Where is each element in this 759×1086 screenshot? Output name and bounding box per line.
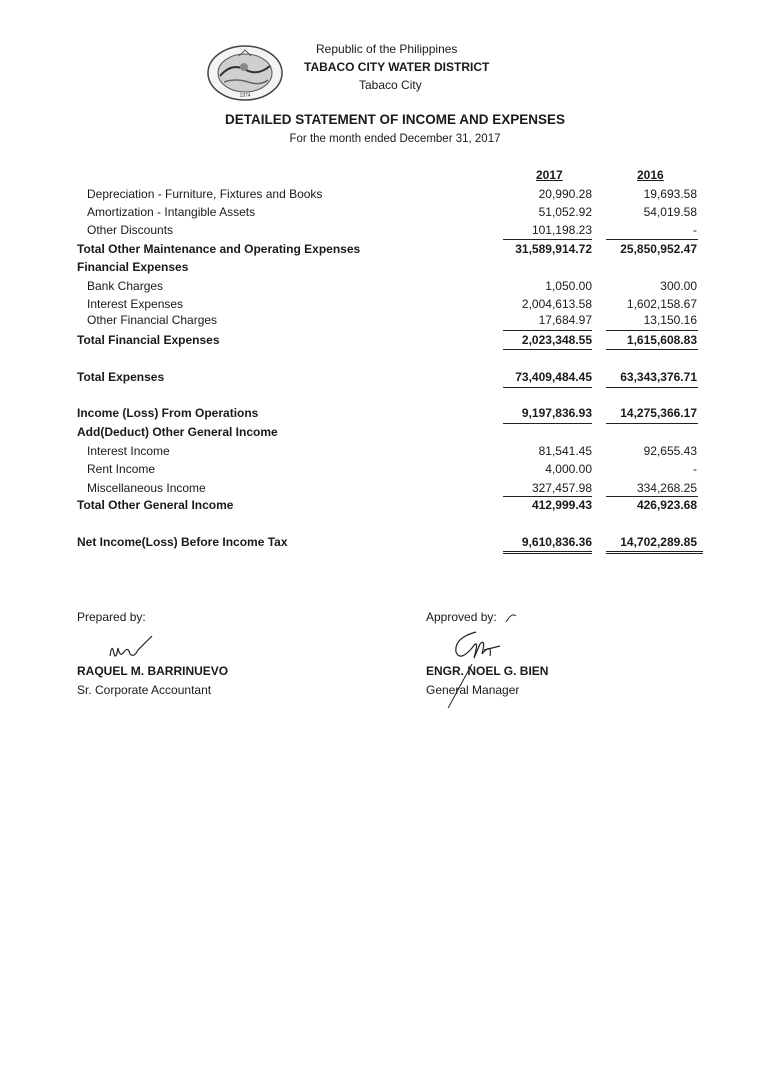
row-label: Other Discounts bbox=[87, 223, 174, 237]
header-district-name: TABACO CITY WATER DISTRICT bbox=[304, 60, 490, 74]
row-label: Total Other Maintenance and Operating Expenses bbox=[77, 242, 361, 256]
table-row-total bbox=[0, 498, 759, 516]
table-row-total bbox=[0, 406, 759, 424]
table-row bbox=[0, 444, 759, 462]
grand-total-double-rule bbox=[606, 551, 703, 554]
row-value-2016: 1,602,158.67 bbox=[626, 297, 697, 311]
header-country-line: Republic of the Philippines bbox=[316, 42, 458, 56]
table-row bbox=[0, 313, 759, 331]
subtotal-rule bbox=[503, 239, 592, 240]
row-value-2016: 1,615,608.83 bbox=[626, 333, 697, 347]
subtotal-rule bbox=[503, 496, 592, 497]
prepared-by-title: Sr. Corporate Accountant bbox=[77, 683, 212, 697]
row-value-2017: 31,589,914.72 bbox=[515, 242, 592, 256]
table-row-total bbox=[0, 370, 759, 388]
row-label: Other Financial Charges bbox=[87, 313, 218, 327]
row-label: Total Expenses bbox=[77, 370, 165, 384]
row-value-2017: 9,197,836.93 bbox=[521, 406, 592, 420]
approved-by-name: ENGR. NOEL G. BIEN bbox=[426, 664, 549, 678]
row-value-2016: 14,275,366.17 bbox=[620, 406, 697, 420]
total-rule bbox=[503, 423, 592, 424]
row-label: Financial Expenses bbox=[77, 260, 189, 274]
row-value-2017: 2,023,348.55 bbox=[521, 333, 592, 347]
row-value-2016: 300.00 bbox=[660, 279, 697, 293]
table-row bbox=[0, 205, 759, 223]
total-rule bbox=[503, 387, 592, 388]
column-header-2017: 2017 bbox=[536, 168, 563, 182]
approved-by-label: Approved by: bbox=[426, 610, 497, 624]
table-row bbox=[0, 187, 759, 205]
row-value-2016: 63,343,376.71 bbox=[620, 370, 697, 384]
row-value-2016: 92,655.43 bbox=[643, 444, 697, 458]
row-value-2017: 20,990.28 bbox=[538, 187, 592, 201]
row-label: Add(Deduct) Other General Income bbox=[77, 425, 278, 439]
subtotal-rule bbox=[606, 239, 698, 240]
row-label: Interest Expenses bbox=[87, 297, 184, 311]
row-label: Total Financial Expenses bbox=[77, 333, 220, 347]
row-value-2016: 334,268.25 bbox=[636, 481, 697, 495]
statement-title: DETAILED STATEMENT OF INCOME AND EXPENSES bbox=[224, 112, 566, 127]
row-value-2016: - bbox=[693, 462, 697, 476]
row-label: Depreciation - Furniture, Fixtures and Books bbox=[87, 187, 323, 201]
table-row bbox=[0, 279, 759, 297]
row-value-2016: 13,150.16 bbox=[643, 313, 697, 327]
water-district-seal-logo bbox=[206, 44, 284, 102]
row-value-2017: 2,004,613.58 bbox=[521, 297, 592, 311]
header-city-line: Tabaco City bbox=[359, 78, 422, 92]
approved-by-title: General Manager bbox=[426, 683, 520, 697]
subtotal-rule bbox=[606, 496, 698, 497]
row-value-2017: 81,541.45 bbox=[538, 444, 592, 458]
total-rule bbox=[606, 423, 698, 424]
row-value-2017: 327,457.98 bbox=[531, 481, 592, 495]
svg-text:1974: 1974 bbox=[239, 93, 251, 99]
row-label: Interest Income bbox=[87, 444, 170, 458]
total-rule bbox=[503, 349, 592, 350]
total-rule bbox=[606, 349, 698, 350]
row-value-2016: 54,019.58 bbox=[643, 205, 697, 219]
row-value-2016: 426,923.68 bbox=[636, 498, 697, 512]
table-row-total bbox=[0, 242, 759, 260]
grand-total-double-rule bbox=[503, 551, 592, 554]
row-value-2016: 25,850,952.47 bbox=[620, 242, 697, 256]
row-value-2017: 1,050.00 bbox=[545, 279, 592, 293]
row-value-2017: 17,684.97 bbox=[538, 313, 592, 327]
row-value-2017: 73,409,484.45 bbox=[515, 370, 592, 384]
subtotal-rule bbox=[606, 330, 698, 331]
row-label: Net Income(Loss) Before Income Tax bbox=[77, 535, 288, 549]
statement-subtitle: For the month ended December 31, 2017 bbox=[289, 133, 501, 145]
section-heading-row bbox=[0, 425, 759, 443]
row-value-2017: 9,610,836.36 bbox=[521, 535, 592, 549]
table-row bbox=[0, 462, 759, 480]
row-label: Total Other General Income bbox=[77, 498, 234, 512]
row-value-2017: 51,052.92 bbox=[538, 205, 592, 219]
row-value-2017: 101,198.23 bbox=[531, 223, 592, 237]
section-heading-row bbox=[0, 260, 759, 278]
row-value-2017: 4,000.00 bbox=[545, 462, 592, 476]
prepared-by-signature bbox=[108, 634, 156, 664]
subtotal-rule bbox=[503, 330, 592, 331]
row-value-2016: - bbox=[693, 223, 697, 237]
column-header-2016: 2016 bbox=[637, 168, 664, 182]
row-label: Rent Income bbox=[87, 462, 156, 476]
row-value-2016: 19,693.58 bbox=[643, 187, 697, 201]
row-value-2016: 14,702,289.85 bbox=[620, 535, 697, 549]
row-label: Bank Charges bbox=[87, 279, 164, 293]
row-value-2017: 412,999.43 bbox=[531, 498, 592, 512]
row-label: Miscellaneous Income bbox=[87, 481, 206, 495]
prepared-by-name: RAQUEL M. BARRINUEVO bbox=[77, 664, 229, 678]
row-label: Income (Loss) From Operations bbox=[77, 406, 259, 420]
total-rule bbox=[606, 387, 698, 388]
prepared-by-label: Prepared by: bbox=[77, 610, 146, 624]
row-label: Amortization - Intangible Assets bbox=[87, 205, 256, 219]
